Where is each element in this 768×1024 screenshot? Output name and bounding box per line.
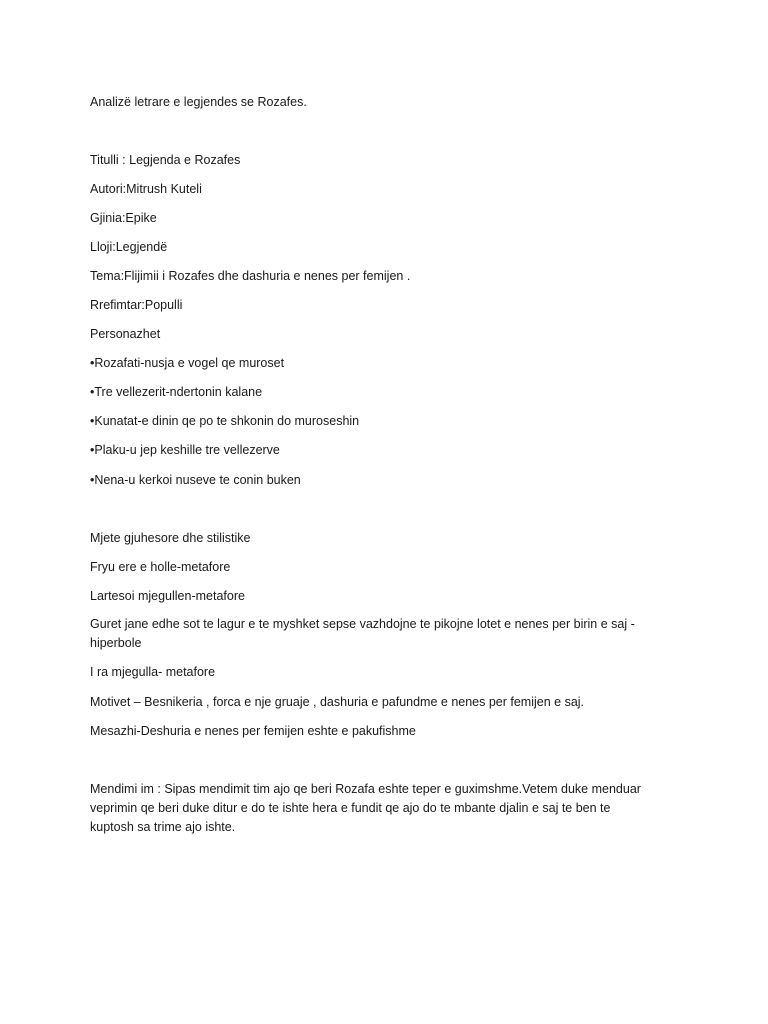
characters-heading: Personazhet [90,327,161,341]
opinion-paragraph: Mendimi im : Sipas mendimit tim ajo qe beri Rozafa eshte teper e guximshme.Vetem duke menduar veprimin qe beri duke ditur e do te ishte hera e fundit qe ajo do te mbante djalin e saj te ben te kuptosh sa trime ajo ishte. [90,782,641,834]
title-line: Titulli : Legjenda e Rozafes [90,153,241,167]
device-item: I ra mjegulla- metafore [90,665,216,679]
device-item: Fryu ere e holle-metafore [90,560,231,574]
character-item: •Plaku-u jep keshille tre vellezerve [90,443,280,457]
message-line: Mesazhi-Deshuria e nenes per femijen eshte e pakufishme [90,724,416,738]
narrator-line: Rrefimtar:Populli [90,298,183,312]
motives-line: Motivet – Besnikeria , forca e nje gruaje , dashuria e pafundme e nenes per femijen e saj. [90,695,585,709]
device-item: Guret jane edhe sot te lagur e te myshket sepse vazhdojne te pikojne lotet e nenes per birin e saj -hiperbole [90,617,635,650]
type-line: Lloji:Legjendë [90,240,168,254]
author-line: Autori:Mitrush Kuteli [90,182,202,196]
character-item: •Rozafati-nusja e vogel qe muroset [90,356,285,370]
theme-line: Tema:Flijimii i Rozafes dhe dashuria e nenes per femijen . [90,269,411,283]
character-item: •Tre vellezerit-ndertonin kalane [90,385,263,399]
document-heading: Analizë letrare e legjendes se Rozafes. [90,95,307,109]
character-item: •Kunatat-e dinin qe po te shkonin do muroseshin [90,414,360,428]
genre-line: Gjinia:Epike [90,211,157,225]
character-item: •Nena-u kerkoi nuseve te conin buken [90,473,301,487]
devices-heading: Mjete gjuhesore dhe stilistike [90,531,251,545]
device-item: Lartesoi mjegullen-metafore [90,589,245,603]
